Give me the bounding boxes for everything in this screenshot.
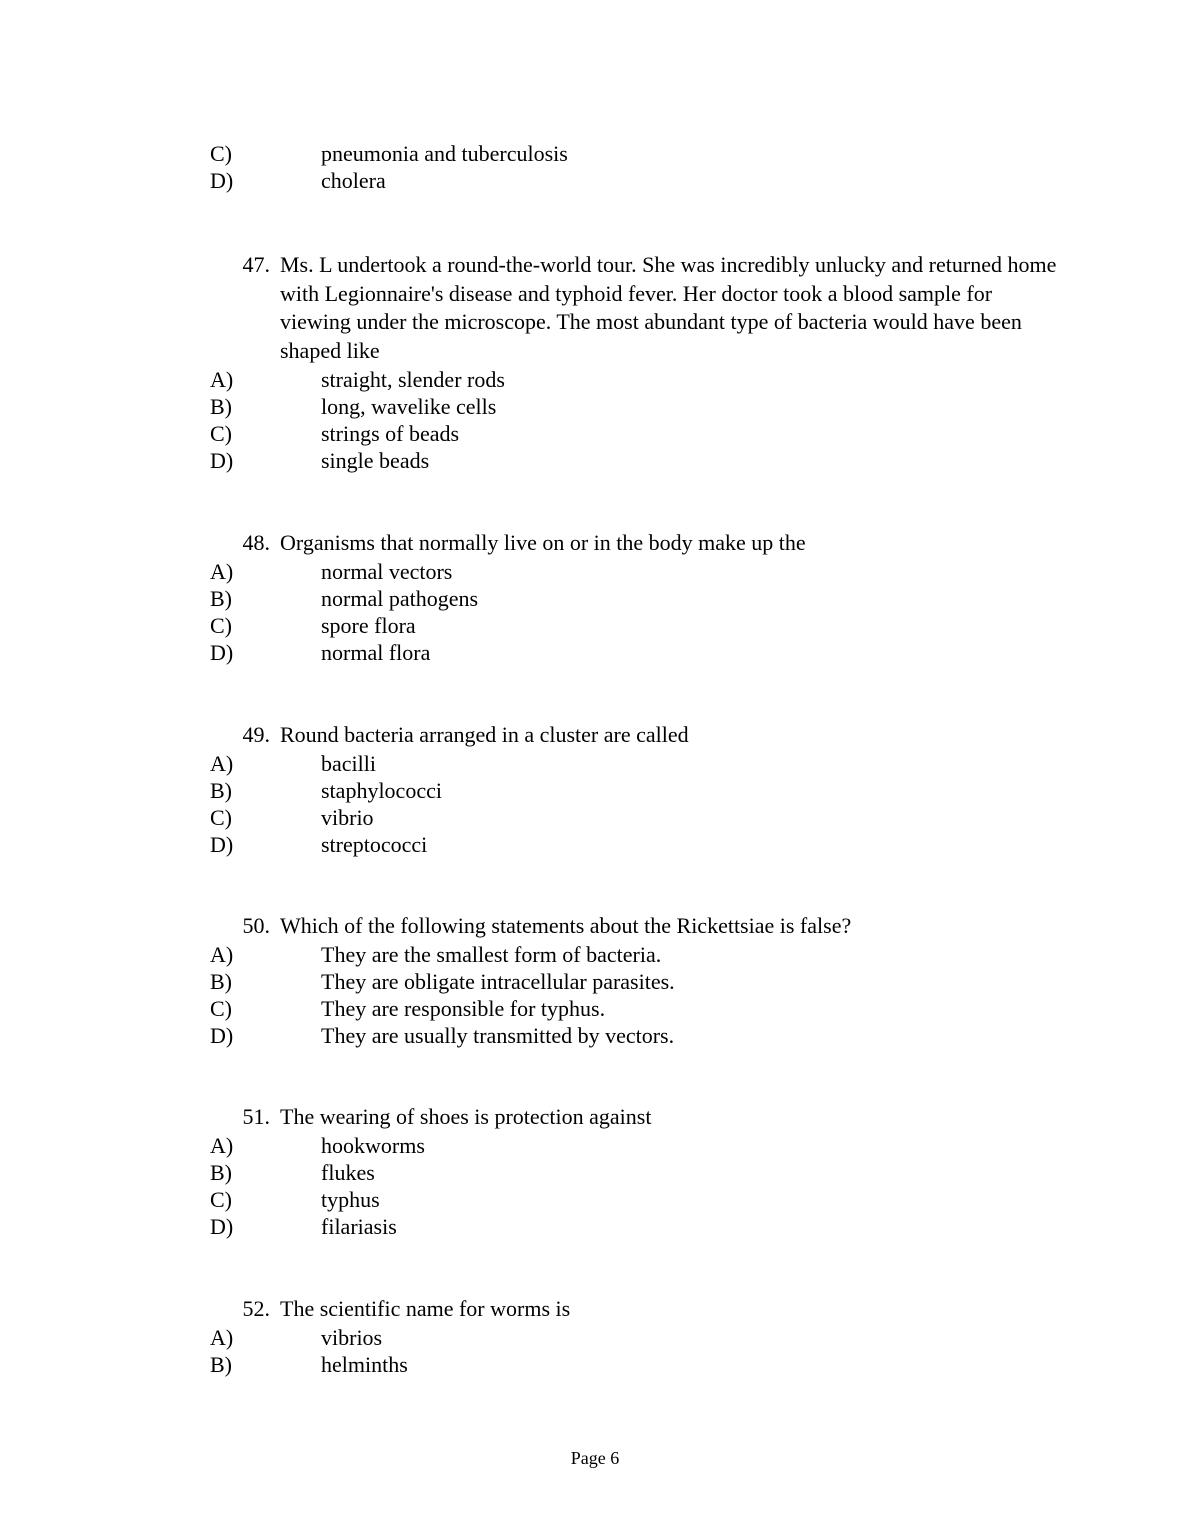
question-text: Round bacteria arranged in a cluster are called — [280, 722, 689, 747]
option-letter: D) — [210, 1022, 234, 1048]
option-text: streptococci — [321, 831, 428, 857]
option-text: hookworms — [321, 1132, 425, 1158]
option-letter: C) — [210, 612, 232, 638]
answer-option — [0, 639, 1190, 666]
option-text: spore flora — [321, 612, 416, 638]
question-47 — [0, 251, 1190, 474]
option-text: normal pathogens — [321, 585, 479, 611]
question-line — [0, 912, 1190, 941]
answer-option — [0, 1022, 1190, 1049]
option-letter: D) — [210, 831, 234, 857]
answer-option — [0, 831, 1190, 858]
option-text: pneumonia and tuberculosis — [321, 141, 568, 166]
answer-option — [0, 167, 1190, 194]
option-letter: B) — [210, 968, 232, 994]
option-text: They are the smallest form of bacteria. — [321, 941, 662, 967]
option-text: staphylococci — [321, 777, 442, 803]
option-letter: C) — [210, 995, 232, 1021]
option-letter: B) — [210, 393, 232, 419]
answer-option — [0, 1351, 1190, 1378]
question-line — [0, 721, 1190, 750]
question-line — [0, 337, 1190, 366]
answer-option — [0, 1324, 1190, 1351]
option-letter: D) — [210, 1213, 234, 1239]
option-letter: C) — [210, 804, 232, 830]
option-letter: B) — [210, 777, 232, 803]
question-text: The wearing of shoes is protection against — [280, 1104, 652, 1129]
answer-option — [0, 140, 1190, 167]
option-letter: A) — [210, 558, 234, 584]
option-letter: B) — [210, 585, 232, 611]
question-line — [0, 251, 1190, 280]
question-number: 48. — [242, 530, 270, 555]
option-text: single beads — [321, 447, 430, 473]
question-text: Ms. L undertook a round-the-world tour. She was incredibly unlucky and returned home — [280, 252, 1057, 277]
option-letter: A) — [210, 941, 234, 967]
answer-option — [0, 1186, 1190, 1213]
question-number: 51. — [242, 1104, 270, 1129]
question-number: 52. — [242, 1296, 270, 1321]
answer-option — [0, 393, 1190, 420]
question-number: 50. — [242, 913, 270, 938]
option-letter: C) — [210, 420, 232, 446]
question-text: shaped like — [280, 338, 380, 364]
option-text: normal vectors — [321, 558, 453, 584]
question-line — [0, 280, 1190, 309]
option-text: normal flora — [321, 639, 431, 665]
option-text: They are usually transmitted by vectors. — [321, 1022, 675, 1048]
option-letter: C) — [210, 1186, 232, 1212]
question-line — [0, 308, 1190, 337]
answer-option — [0, 612, 1190, 639]
answer-option — [0, 941, 1190, 968]
question-text: Organisms that normally live on or in the body make up the — [280, 530, 806, 555]
question-51 — [0, 1103, 1190, 1240]
question-text: Which of the following statements about the Rickettsiae is false? — [280, 913, 852, 938]
option-text: strings of beads — [321, 420, 460, 446]
question-50 — [0, 912, 1190, 1049]
option-text: filariasis — [321, 1213, 397, 1239]
option-letter: B) — [210, 1159, 232, 1185]
question-continuation — [0, 140, 1190, 194]
option-text: bacilli — [321, 750, 376, 776]
option-letter: C) — [210, 141, 232, 166]
option-text: vibrio — [321, 804, 374, 830]
answer-option — [0, 420, 1190, 447]
page-number: Page 6 — [570, 1448, 620, 1468]
question-48 — [0, 529, 1190, 666]
answer-option — [0, 1213, 1190, 1240]
option-text: long, wavelike cells — [321, 393, 497, 419]
question-line — [0, 529, 1190, 558]
question-number: 47. — [242, 252, 270, 277]
option-letter: D) — [210, 168, 234, 193]
answer-option — [0, 804, 1190, 831]
option-letter: A) — [210, 366, 234, 392]
question-text: viewing under the microscope. The most abundant type of bacteria would have been — [280, 309, 1022, 335]
option-text: flukes — [321, 1159, 375, 1185]
question-line — [0, 1103, 1190, 1132]
option-text: vibrios — [321, 1324, 383, 1350]
option-text: cholera — [321, 168, 386, 193]
option-text: They are responsible for typhus. — [321, 995, 606, 1021]
question-text: with Legionnaire's disease and typhoid fever. Her doctor took a blood sample for — [280, 280, 993, 306]
answer-option — [0, 750, 1190, 777]
option-text: straight, slender rods — [321, 366, 505, 392]
option-text: helminths — [321, 1351, 408, 1377]
answer-option — [0, 1132, 1190, 1159]
answer-option — [0, 995, 1190, 1022]
question-line — [0, 1295, 1190, 1324]
option-letter: A) — [210, 1132, 234, 1158]
question-number: 49. — [242, 722, 270, 747]
option-letter: B) — [210, 1351, 232, 1377]
answer-option — [0, 968, 1190, 995]
option-letter: D) — [210, 639, 234, 665]
option-text: They are obligate intracellular parasites. — [321, 968, 675, 994]
question-49 — [0, 721, 1190, 858]
answer-option — [0, 558, 1190, 585]
option-text: typhus — [321, 1186, 380, 1212]
option-letter: D) — [210, 447, 234, 473]
answer-option — [0, 585, 1190, 612]
answer-option — [0, 366, 1190, 393]
answer-option — [0, 1159, 1190, 1186]
answer-option — [0, 447, 1190, 474]
question-52 — [0, 1295, 1190, 1378]
question-text: The scientific name for worms is — [280, 1296, 571, 1321]
option-letter: A) — [210, 750, 234, 776]
answer-option — [0, 777, 1190, 804]
option-letter: A) — [210, 1324, 234, 1350]
